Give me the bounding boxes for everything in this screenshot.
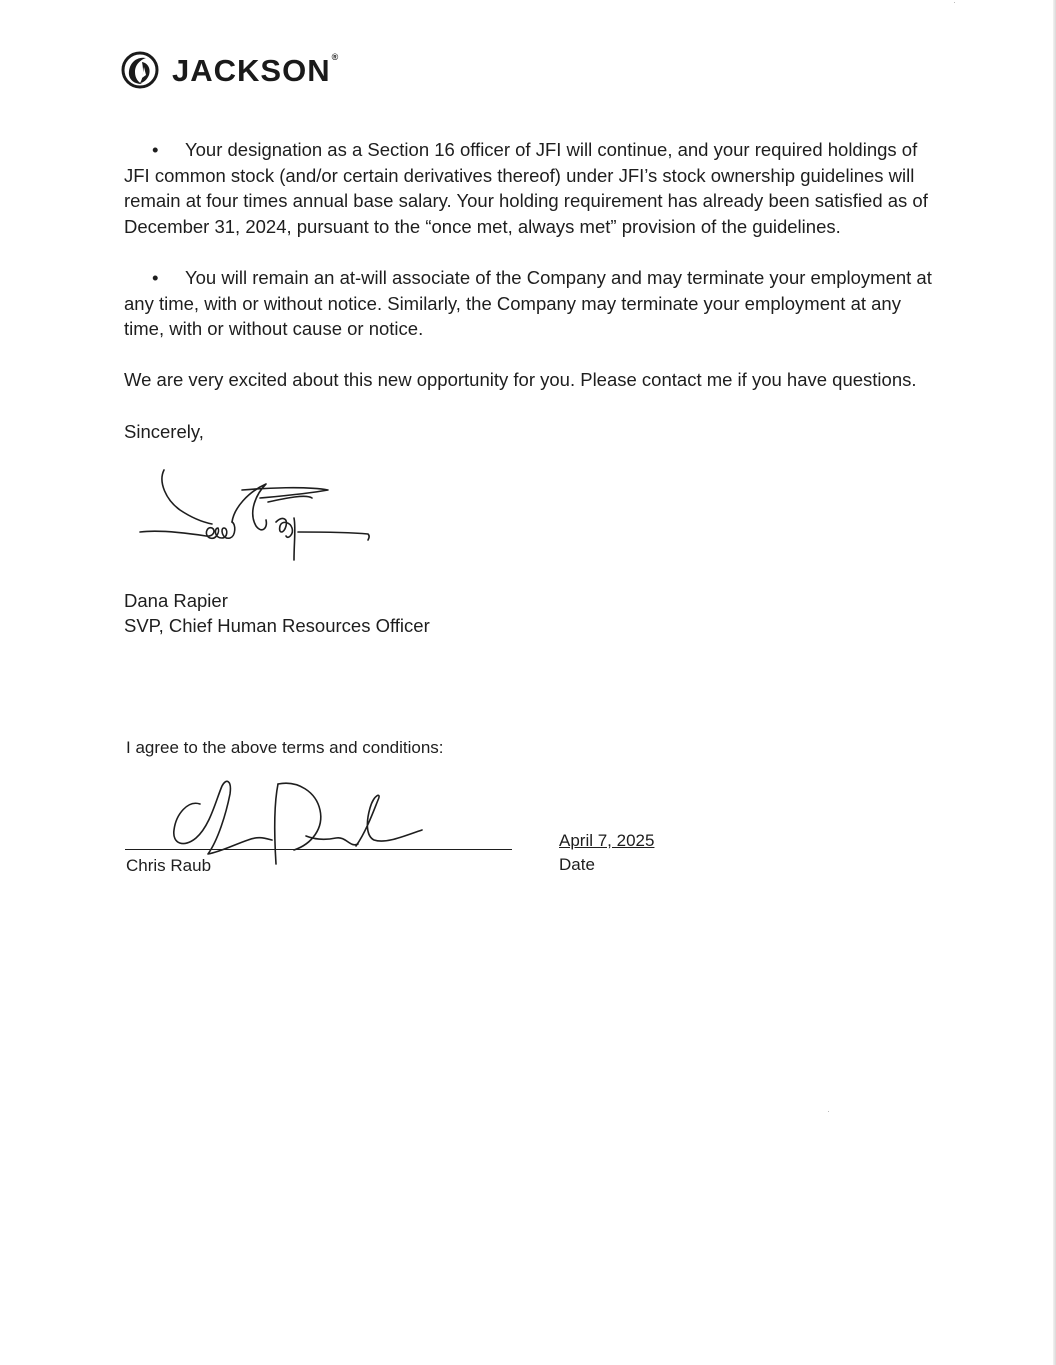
sign-off: Sincerely, bbox=[124, 421, 204, 442]
paragraph-text: Your designation as a Section 16 officer of JFI will continue, and your required holdings of JFI common stock (and/or certain derivatives thereof) under JFI’s stock ownership guidelines will remain at four times annual base salary. Your holding requirement has already been satisfied as of December 31, 2024, pursuant to the “once met, always met” provision of the guidelines. bbox=[124, 139, 928, 237]
signer-signature bbox=[136, 462, 381, 572]
letter-paragraph-designation bbox=[124, 137, 936, 239]
employee-signature bbox=[160, 774, 430, 869]
bullet-point: • bbox=[152, 139, 159, 160]
acceptance-statement: I agree to the above terms and conditions: bbox=[126, 738, 444, 757]
letter-paragraph-at-will bbox=[124, 265, 936, 342]
date-label: Date bbox=[559, 855, 595, 874]
signer-title: SVP, Chief Human Resources Officer bbox=[124, 615, 430, 636]
bullet-point: • bbox=[152, 267, 159, 288]
paragraph-text: You will remain an at-will associate of the Company and may terminate your employment at any time, with or without notice. Similarly, the Company may terminate your employment at any time, with or without cause or notice. bbox=[124, 267, 932, 339]
signature-line bbox=[125, 849, 512, 850]
employee-name: Chris Raub bbox=[126, 856, 212, 875]
scan-speck bbox=[828, 1111, 829, 1112]
jackson-horse-icon bbox=[120, 50, 160, 90]
logo-wordmark: JACKSON® bbox=[172, 51, 340, 88]
scan-speck bbox=[954, 2, 955, 3]
closing-sentence: We are very excited about this new opportunity for you. Please contact me if you have questions. bbox=[124, 369, 917, 390]
signature-date: April 7, 2025 bbox=[559, 831, 655, 850]
company-logo bbox=[120, 50, 339, 90]
signer-name: Dana Rapier bbox=[124, 590, 228, 611]
